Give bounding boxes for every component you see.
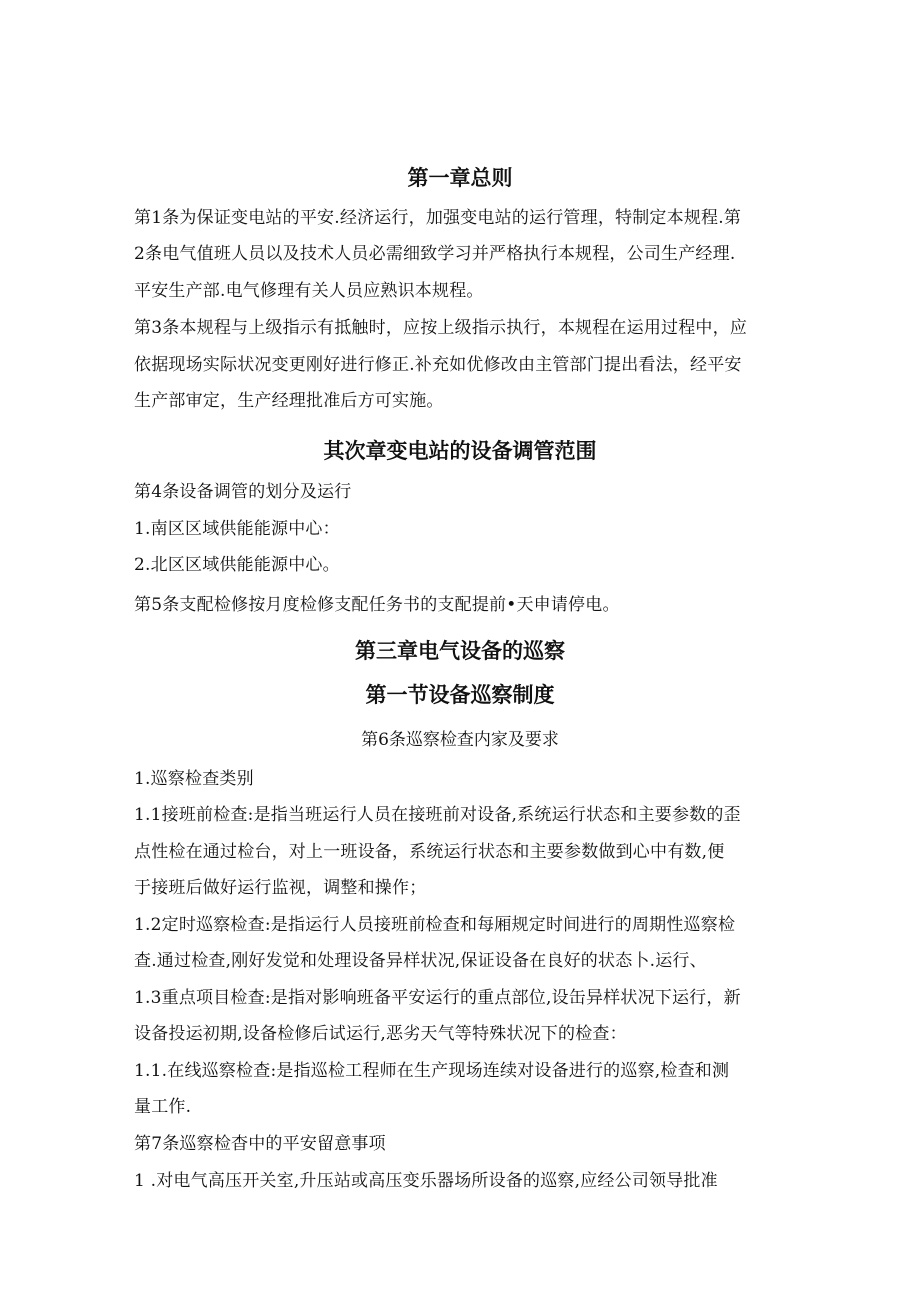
article-6-item-1-1-line-2: 点性检在通过检台，对上一班设备，系统运行状态和主要参数做到心中有数,便 — [134, 842, 725, 862]
chapter-2-title: 其次章变电站的设备调管范围 — [323, 439, 597, 463]
chapter-3-title: 第三章电气设备的巡察 — [355, 639, 565, 663]
article-4: 第4条设备调管的划分及运行 — [134, 482, 352, 502]
article-7-item-1: 1 .对电气高压开关室,升压站或高压变乐器场所设备的巡察,应经公司领导批准 — [134, 1171, 718, 1191]
article-2-line-1: 2条电气值班人员以及技术人员必需细致学习并严格执行本规程，公司生产经理. — [134, 244, 736, 264]
article-6-item-1-4-line-2: 量工作. — [134, 1097, 192, 1117]
article-3-line-3: 生产部审定，生产经理批准后方可实施。 — [134, 391, 444, 411]
article-7: 第7条巡察检杳中的平安留意事项 — [134, 1134, 386, 1154]
article-4-item-1: 1.南区区域供能能源中心： — [134, 519, 340, 539]
article-3-line-2: 依据现场实际状况变更刚好进行修正.补充如优修改由主管部门提出看法，经平安 — [134, 355, 742, 375]
article-6-item-1-3-line-2: 设备投运初期,设备检修后试运行,恶劣天气等特殊状况下的检查： — [134, 1024, 627, 1044]
article-6-item-1-1-line-3: 于接班后做好运行监视，调整和操作； — [134, 878, 427, 898]
article-6-item-1-2-line-1: 1.2定时巡察检查:是指运行人员接班前检查和每厢规定时间进行的周期性巡察检 — [134, 915, 736, 935]
article-6-item-1-3-line-1: 1.3重点项目检查:是指对影响班备平安运行的重点部位,设缶异样状况下运行，新 — [134, 988, 741, 1008]
section-1-title: 第一节设备巡察制度 — [365, 683, 555, 707]
article-4-item-2: 2.北区区域供能能源中心。 — [134, 555, 340, 575]
article-6-item-1-4-line-1: 1.1.在线巡察检查:是指巡检工程师在生产现场连续对设备进行的巡察,检查和测 — [134, 1061, 730, 1081]
chapter-1-title: 第一章总则 — [407, 166, 513, 190]
article-6-item-1-2-line-2: 查.通过检查,刚好发觉和处理设备异样状况,保证设备在良好的状态卜.运行、 — [134, 951, 707, 971]
article-3-line-1: 第3条本规程与上级指示有抵触时，应按上级指示执行，本规程在运用过程中，应 — [134, 318, 748, 338]
article-1-line-1: 第1条为保证变电站的平安.经济运行，加强变电站的运行管理，特制定本规程.第 — [134, 208, 742, 228]
article-5: 第5条支配检修按月度检修支配任务书的支配提前•天申请停电。 — [134, 595, 620, 615]
article-6-item-1-1-line-1: 1.1接班前检查:是指当班运行人员在接班前对设备,系统运行状态和主要参数的歪 — [134, 805, 741, 825]
article-6-item-1: 1.巡察检查类别 — [134, 769, 254, 789]
article-6: 第6条巡察检查内家及要求 — [361, 730, 559, 750]
article-2-line-2: 平安生产部.电气修理有关人员应熟识本规程。 — [134, 281, 484, 301]
